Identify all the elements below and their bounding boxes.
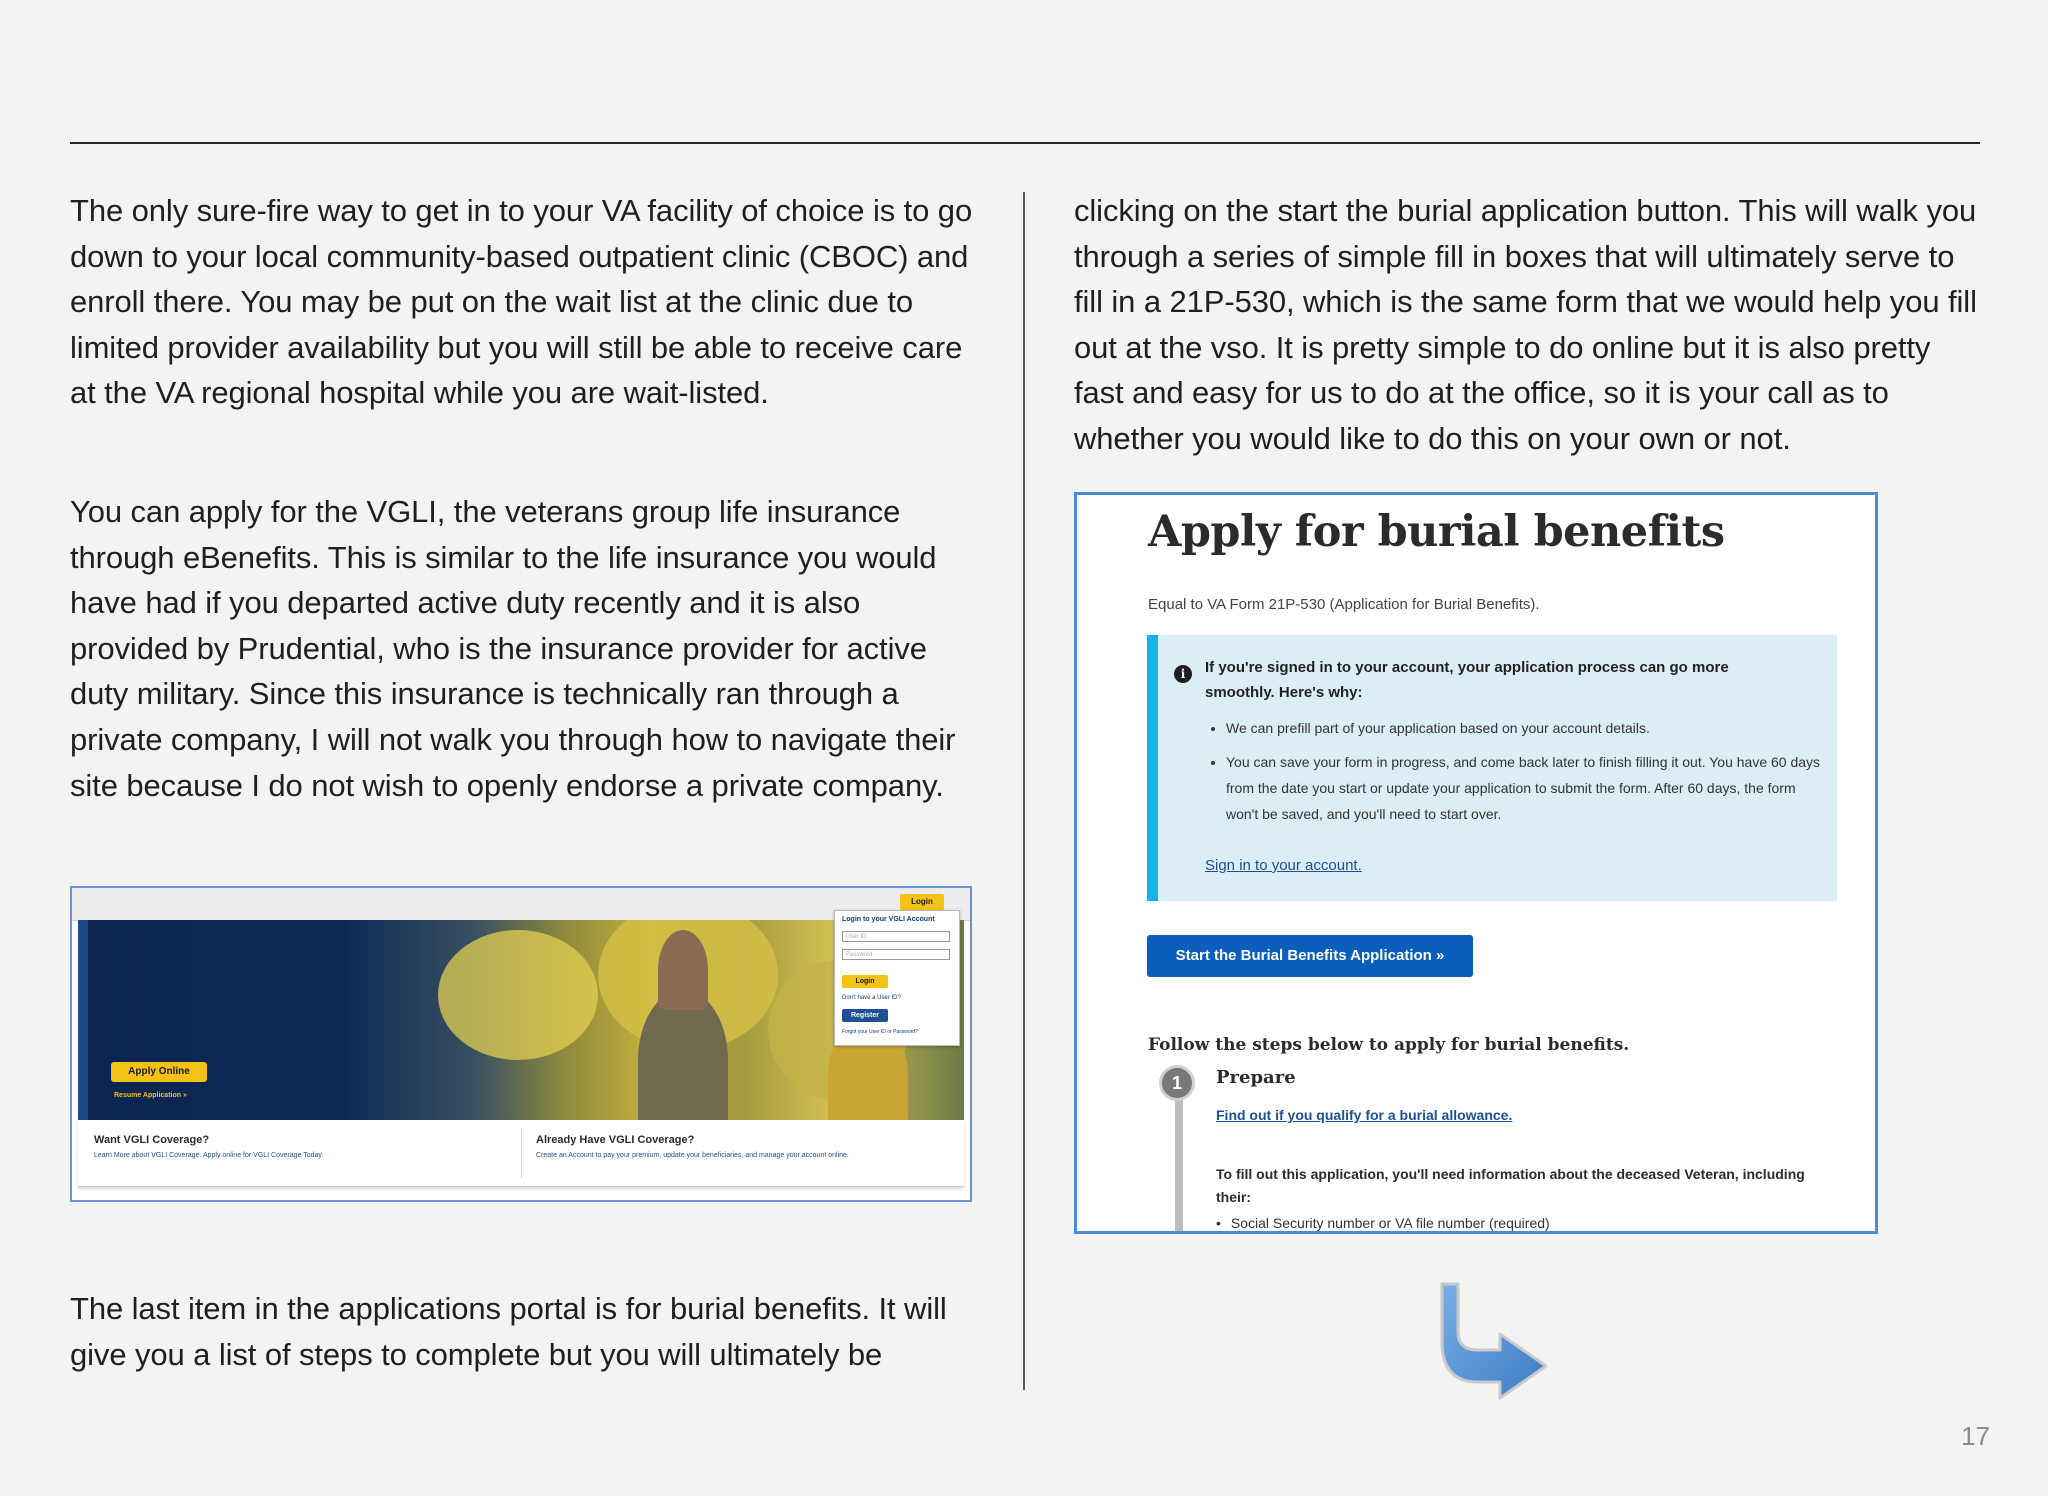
curved-arrow-down-right-icon — [1428, 1278, 1556, 1402]
have-coverage-column — [536, 1134, 956, 1159]
have-coverage-heading: Already Have VGLI Coverage? — [536, 1134, 695, 1146]
top-rule — [70, 142, 1980, 144]
want-coverage-column — [94, 1134, 514, 1159]
vgli-login-panel — [834, 910, 960, 1046]
sign-in-alert — [1147, 635, 1837, 901]
step-number-badge: 1 — [1159, 1065, 1195, 1101]
apply-online-button[interactable]: Apply Online — [111, 1062, 207, 1082]
have-coverage-text[interactable]: Create an Account to pay your premium, update your beneficiaries, and manage your account online. — [536, 1152, 849, 1159]
sign-in-link[interactable]: Sign in to your account. — [1205, 857, 1362, 874]
burial-page-title: Apply for burial benefits — [1148, 507, 1725, 557]
user-id-field[interactable]: User ID — [842, 931, 950, 942]
register-button[interactable]: Register — [842, 1009, 888, 1022]
want-coverage-heading: Want VGLI Coverage? — [94, 1134, 210, 1146]
forgot-credentials-link[interactable]: Forgot your User ID or Password? — [842, 1029, 918, 1035]
alert-list-item: • You can save your form in progress, and come back later to finish filling it out. You have 60 days from the date you start or update your application to submit the form. After 60 days, the form won't be saved, and you'll need to start over. — [1226, 749, 1826, 827]
info-strip-divider — [521, 1128, 522, 1178]
alert-benefits-list — [1208, 715, 1826, 835]
login-panel-title: Login to your VGLI Account — [842, 916, 935, 923]
step-title-prepare: Prepare — [1216, 1067, 1296, 1088]
step-progress-line — [1175, 1083, 1183, 1234]
paragraph-vgli: You can apply for the VGLI, the veterans group life insurance through eBenefits. This is similar to the life insurance you would have had if you departed active duty recently and it is also provided by Prudential, who is the insurance provider for active duty military. Since this insurance is technically ran through a private company, I will not walk you through how to navigate their site because I do not wish to openly endorse a private company. — [70, 494, 956, 803]
vgli-info-strip — [78, 1120, 964, 1187]
qualify-link[interactable]: Find out if you qualify for a burial allowance. — [1216, 1107, 1513, 1123]
burial-benefits-screenshot — [1074, 492, 1878, 1234]
no-user-id-text: Don't have a User ID? — [842, 995, 901, 1001]
alert-heading: If you're signed in to your account, your application process can go more smoothly. Here's why: — [1205, 659, 1729, 701]
resume-application-link[interactable]: Resume Application » — [114, 1092, 187, 1099]
vgli-hero-image — [78, 920, 964, 1120]
vgli-login-button[interactable]: Login — [900, 894, 944, 910]
to-fill-out-text: To fill out this application, you'll need information about the deceased Veteran, including their: — [1216, 1166, 1805, 1205]
hero-child-figure — [658, 930, 708, 1010]
requirement-list-item: • Social Security number or VA file number (required) — [1216, 1215, 1550, 1231]
hero-foliage — [438, 930, 598, 1060]
paragraph-burial-continued: clicking on the start the burial application button. This will walk you through a series of simple fill in boxes that will ultimately serve to fill in a 21P-530, which is the same form that we would help you fill out at the vso. It is pretty simple to do online but it is also pretty fast and easy for us to do at the office, so it is your call as to whether you would like to do this on your own or not. — [1074, 193, 1977, 456]
want-coverage-text[interactable]: Learn More about VGLI Coverage. Apply online for VGLI Coverage Today. — [94, 1152, 324, 1159]
password-field[interactable]: Password — [842, 949, 950, 960]
page-number: 17 — [1961, 1421, 1990, 1451]
burial-form-subtitle: Equal to VA Form 21P-530 (Application for Burial Benefits). — [1148, 596, 1540, 613]
alert-list-item: • We can prefill part of your application based on your account details. — [1226, 715, 1826, 741]
start-burial-application-button[interactable]: Start the Burial Benefits Application » — [1147, 935, 1473, 977]
info-circle-icon: i — [1174, 665, 1192, 683]
column-divider — [1023, 192, 1025, 1390]
paragraph-burial-intro: The last item in the applications portal is for burial benefits. It will give you a list of steps to complete but you will ultimately be — [70, 1291, 947, 1372]
paragraph-cboc: The only sure-fire way to get in to your VA facility of choice is to go down to your local community-based outpatient clinic (CBOC) and enroll there. You may be put on the wait list at the clinic due to limited provider availability but you will still be able to receive care at the VA regional hospital while you are wait-listed. — [70, 193, 973, 411]
follow-steps-heading: Follow the steps below to apply for burial benefits. — [1148, 1035, 1630, 1055]
login-submit-button[interactable]: Login — [842, 975, 888, 988]
vgli-website-screenshot — [70, 886, 972, 1202]
